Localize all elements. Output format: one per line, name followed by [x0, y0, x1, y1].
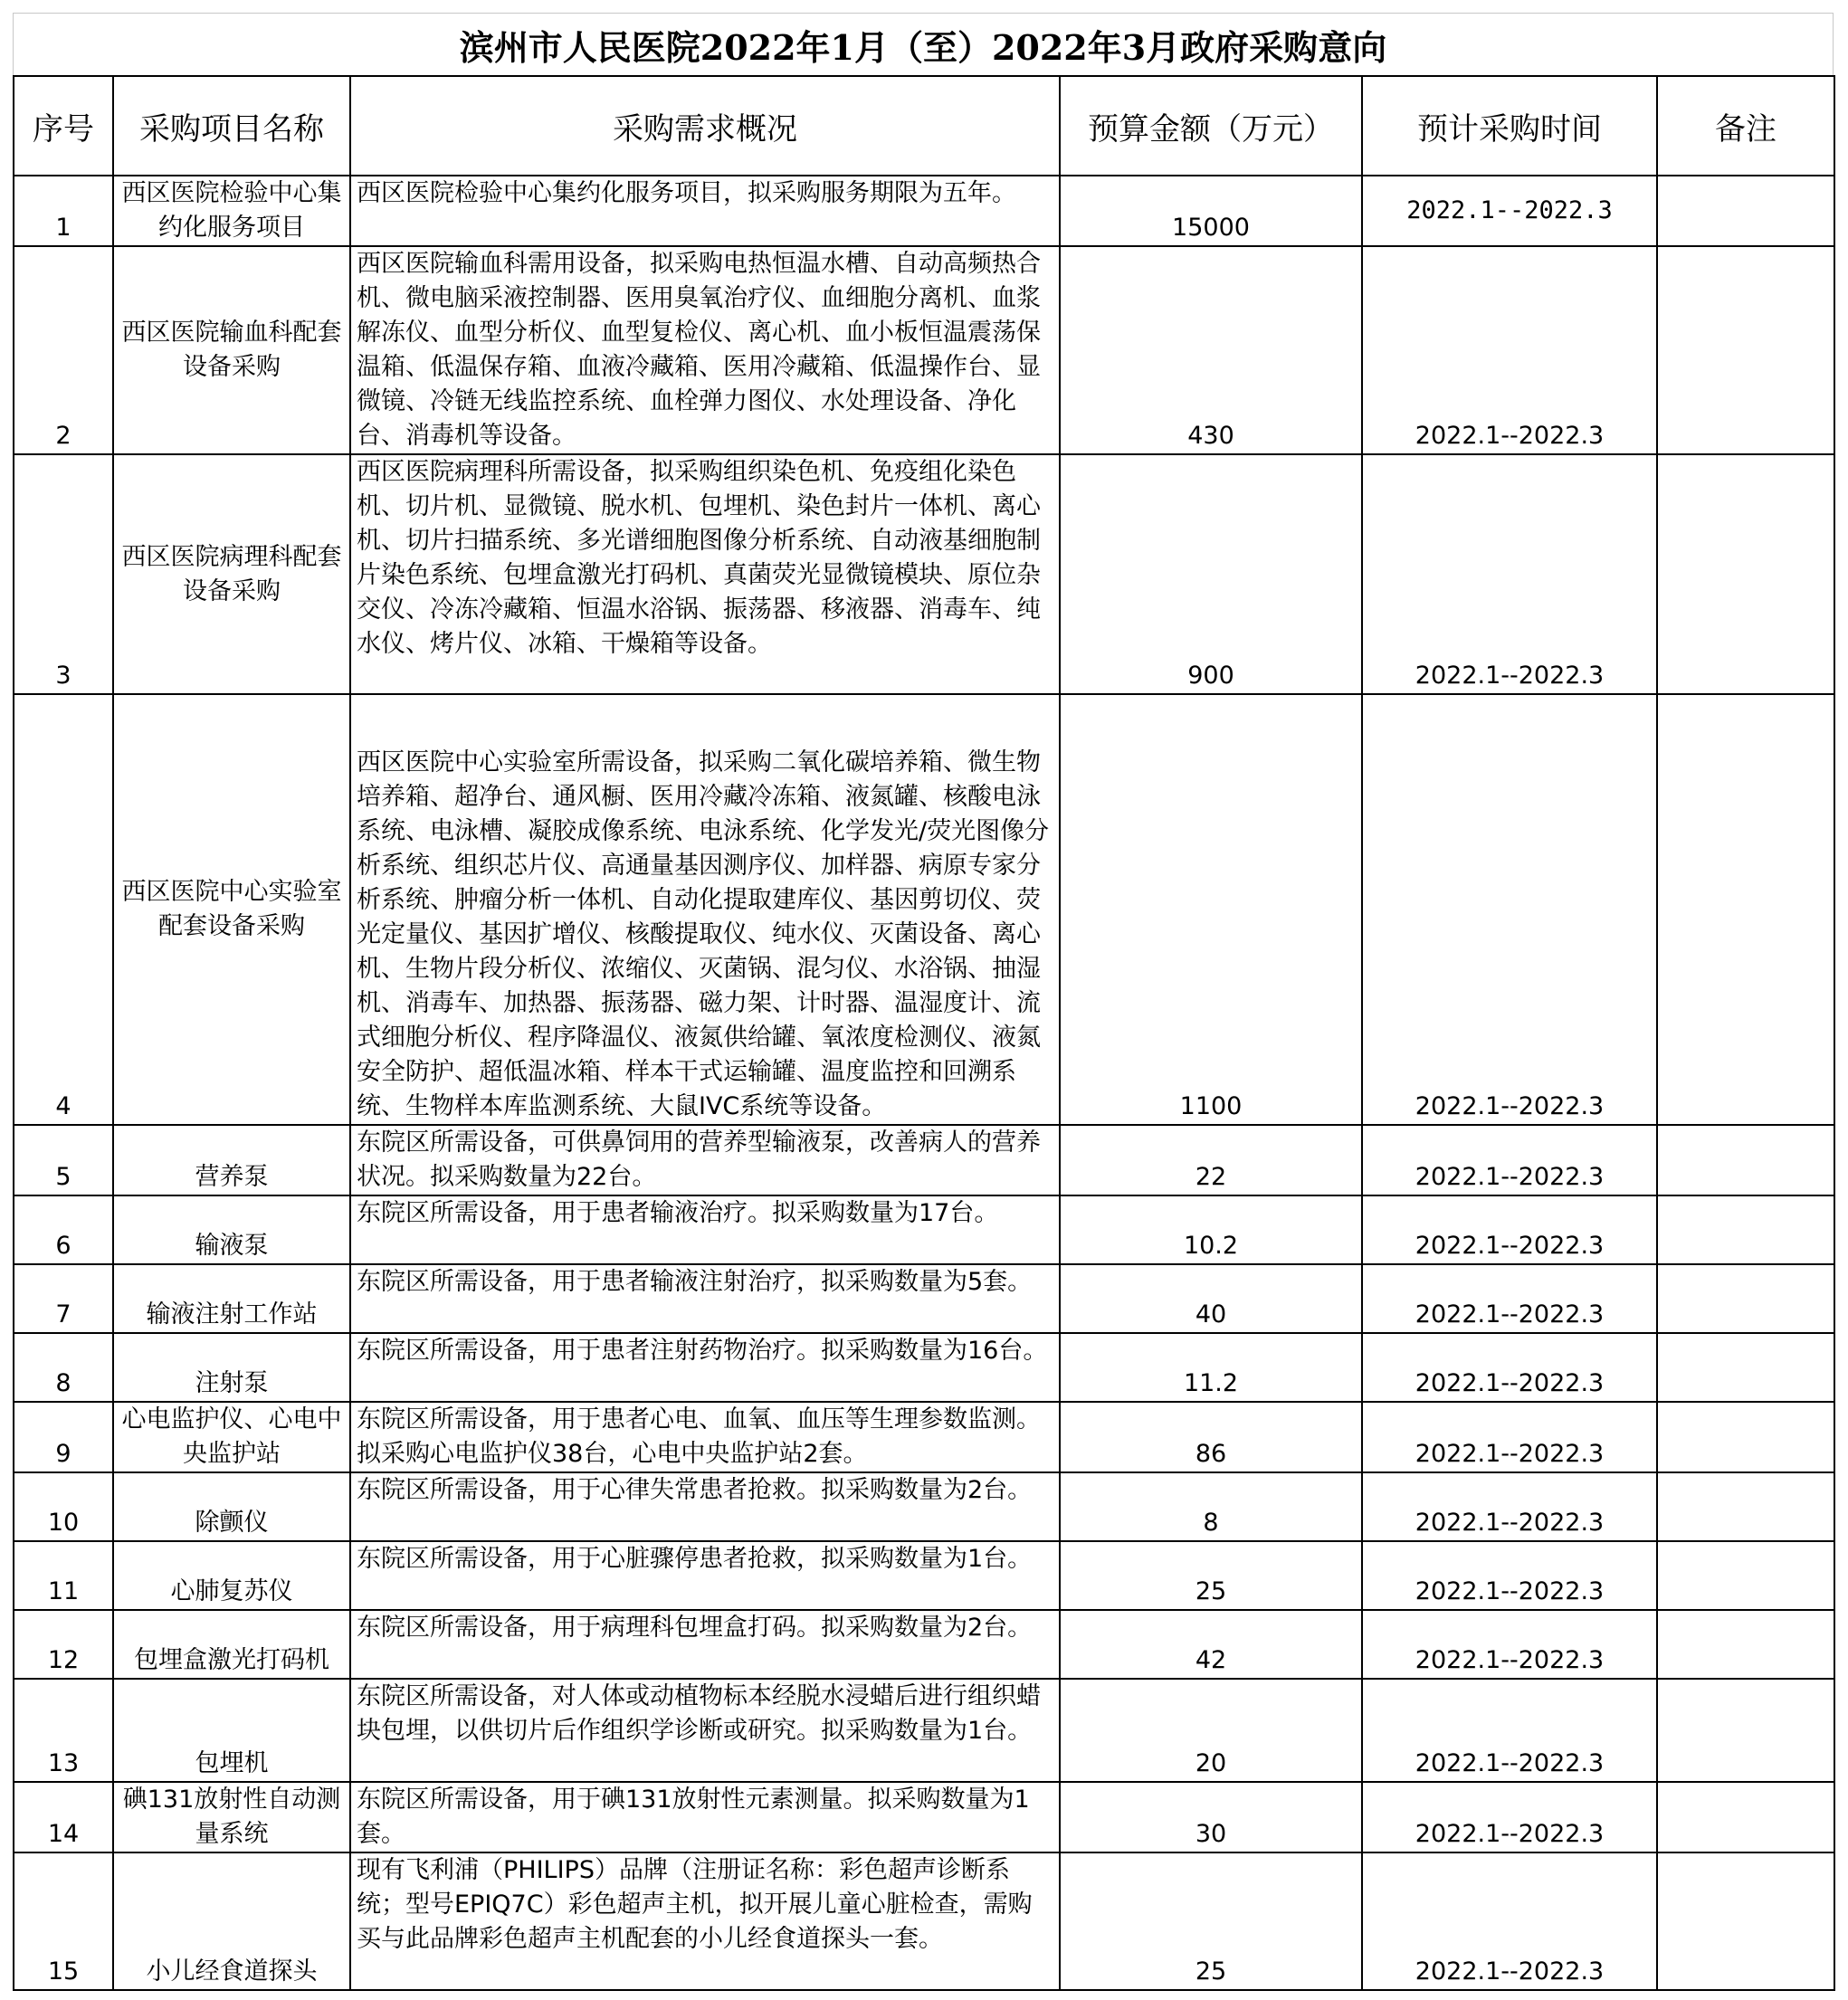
- cell-desc: 西区医院病理科所需设备，拟采购组织染色机、免疫组化染色机、切片机、显微镜、脱水机、包埋机、染色封片一体机、离心机、切片扫描系统、多光谱细胞图像分析系统、自动液基细胞制片染色系统、包埋盒激光打码机、真菌荧光显微镜模块、原位杂交仪、冷冻冷藏箱、恒温水浴锅、振荡器、移液器、消毒车、纯水仪、烤片仪、冰箱、干燥箱等设备。: [350, 454, 1060, 694]
- cell-budget: 8: [1060, 1472, 1362, 1541]
- cell-budget: 15000: [1060, 176, 1362, 246]
- cell-time: 2022.1--2022.3: [1362, 1610, 1657, 1679]
- cell-note: [1657, 176, 1834, 246]
- cell-desc: 东院区所需设备，用于碘131放射性元素测量。拟采购数量为1套。: [350, 1782, 1060, 1852]
- cell-budget: 10.2: [1060, 1195, 1362, 1264]
- cell-no: 1: [14, 176, 113, 246]
- cell-name: 心肺复苏仪: [113, 1541, 350, 1610]
- cell-desc: 东院区所需设备，用于心律失常患者抢救。拟采购数量为2台。: [350, 1472, 1060, 1541]
- cell-no: 5: [14, 1125, 113, 1195]
- cell-no: 15: [14, 1852, 113, 1990]
- cell-name: 西区医院输血科配套设备采购: [113, 246, 350, 454]
- cell-note: [1657, 694, 1834, 1125]
- cell-desc: 东院区所需设备，用于病理科包埋盒打码。拟采购数量为2台。: [350, 1610, 1060, 1679]
- header-budget: 预算金额（万元）: [1060, 76, 1362, 176]
- cell-name: 小儿经食道探头: [113, 1852, 350, 1990]
- cell-time: 2022.1--2022.3: [1362, 1402, 1657, 1472]
- table-row: [14, 176, 1834, 246]
- header-row: [14, 76, 1834, 176]
- table-row: [14, 1264, 1834, 1333]
- cell-name: 包埋盒激光打码机: [113, 1610, 350, 1679]
- cell-time: 2022.1--2022.3: [1362, 454, 1657, 694]
- cell-name: 包埋机: [113, 1679, 350, 1782]
- cell-name: 输液泵: [113, 1195, 350, 1264]
- table-row: [14, 1472, 1834, 1541]
- cell-desc: 东院区所需设备，用于心脏骤停患者抢救，拟采购数量为1台。: [350, 1541, 1060, 1610]
- cell-note: [1657, 1541, 1834, 1610]
- header-desc: 采购需求概况: [350, 76, 1060, 176]
- cell-note: [1657, 1852, 1834, 1990]
- cell-desc: 西区医院中心实验室所需设备，拟采购二氧化碳培养箱、微生物培养箱、超净台、通风橱、医用冷藏冷冻箱、液氮罐、核酸电泳系统、电泳槽、凝胶成像系统、电泳系统、化学发光/荧光图像分析系统、组织芯片仪、高通量基因测序仪、加样器、病原专家分析系统、肿瘤分析一体机、自动化提取建库仪、基因剪切仪、荧光定量仪、基因扩增仪、核酸提取仪、纯水仪、灭菌设备、离心机、生物片段分析仪、浓缩仪、灭菌锅、混匀仪、水浴锅、抽湿机、消毒车、加热器、振荡器、磁力架、计时器、温湿度计、流式细胞分析仪、程序降温仪、液氮供给罐、氧浓度检测仪、液氮安全防护、超低温冰箱、样本干式运输罐、温度监控和回溯系统、生物样本库监测系统、大鼠IVC系统等设备。: [350, 694, 1060, 1125]
- cell-name: 注射泵: [113, 1333, 350, 1402]
- header-time: 预计采购时间: [1362, 76, 1657, 176]
- cell-time: 2022.1--2022.3: [1362, 1264, 1657, 1333]
- table-row: [14, 1125, 1834, 1195]
- cell-budget: 1100: [1060, 694, 1362, 1125]
- cell-budget: 40: [1060, 1264, 1362, 1333]
- table-row: [14, 1679, 1834, 1782]
- cell-time: 2022.1--2022.3: [1362, 1333, 1657, 1402]
- cell-name: 营养泵: [113, 1125, 350, 1195]
- cell-note: [1657, 1333, 1834, 1402]
- cell-time: 2022.1--2022.3: [1362, 1852, 1657, 1990]
- cell-no: 13: [14, 1679, 113, 1782]
- cell-desc: 东院区所需设备，用于患者心电、血氧、血压等生理参数监测。拟采购心电监护仪38台，心电中央监护站2套。: [350, 1402, 1060, 1472]
- table-row: [14, 454, 1834, 694]
- cell-budget: 42: [1060, 1610, 1362, 1679]
- cell-name: 碘131放射性自动测量系统: [113, 1782, 350, 1852]
- cell-no: 2: [14, 246, 113, 454]
- cell-no: 12: [14, 1610, 113, 1679]
- cell-time: 2022.1--2022.3: [1362, 694, 1657, 1125]
- cell-name: 心电监护仪、心电中央监护站: [113, 1402, 350, 1472]
- cell-name: 除颤仪: [113, 1472, 350, 1541]
- cell-time: 2022.1--2022.3: [1362, 1782, 1657, 1852]
- page-title: 滨州市人民医院2022年1月（至）2022年3月政府采购意向: [13, 13, 1834, 75]
- cell-note: [1657, 1264, 1834, 1333]
- cell-desc: 东院区所需设备，用于患者输液注射治疗，拟采购数量为5套。: [350, 1264, 1060, 1333]
- cell-budget: 22: [1060, 1125, 1362, 1195]
- cell-time: 2022.1--2022.3: [1362, 1541, 1657, 1610]
- cell-note: [1657, 1782, 1834, 1852]
- cell-budget: 86: [1060, 1402, 1362, 1472]
- table-row: [14, 1782, 1834, 1852]
- cell-name: 输液注射工作站: [113, 1264, 350, 1333]
- cell-desc: 东院区所需设备，用于患者输液治疗。拟采购数量为17台。: [350, 1195, 1060, 1264]
- cell-name: 西区医院病理科配套设备采购: [113, 454, 350, 694]
- cell-note: [1657, 1472, 1834, 1541]
- cell-no: 3: [14, 454, 113, 694]
- cell-budget: 11.2: [1060, 1333, 1362, 1402]
- cell-desc: 现有飞利浦（PHILIPS）品牌（注册证名称：彩色超声诊断系统；型号EPIQ7C）彩色超声主机，拟开展儿童心脏检查，需购买与此品牌彩色超声主机配套的小儿经食道探头一套。: [350, 1852, 1060, 1990]
- cell-name: 西区医院检验中心集约化服务项目: [113, 176, 350, 246]
- cell-desc: 西区医院检验中心集约化服务项目，拟采购服务期限为五年。: [350, 176, 1060, 246]
- cell-no: 6: [14, 1195, 113, 1264]
- cell-budget: 900: [1060, 454, 1362, 694]
- cell-budget: 430: [1060, 246, 1362, 454]
- cell-no: 9: [14, 1402, 113, 1472]
- cell-no: 11: [14, 1541, 113, 1610]
- cell-no: 8: [14, 1333, 113, 1402]
- cell-time: 2022.1--2022.3: [1362, 1679, 1657, 1782]
- header-no: 序号: [14, 76, 113, 176]
- table-row: [14, 1610, 1834, 1679]
- table-row: [14, 1402, 1834, 1472]
- cell-desc: 西区医院输血科需用设备，拟采购电热恒温水槽、自动高频热合机、微电脑采液控制器、医用臭氧治疗仪、血细胞分离机、血浆解冻仪、血型分析仪、血型复检仪、离心机、血小板恒温震荡保温箱、低温保存箱、血液冷藏箱、医用冷藏箱、低温操作台、显微镜、冷链无线监控系统、血栓弹力图仪、水处理设备、净化台、消毒机等设备。: [350, 246, 1060, 454]
- cell-note: [1657, 1125, 1834, 1195]
- cell-budget: 20: [1060, 1679, 1362, 1782]
- cell-note: [1657, 1195, 1834, 1264]
- cell-no: 4: [14, 694, 113, 1125]
- cell-note: [1657, 246, 1834, 454]
- spreadsheet-sheet: [13, 13, 1834, 1991]
- table-row: [14, 694, 1834, 1125]
- cell-no: 14: [14, 1782, 113, 1852]
- header-note: 备注: [1657, 76, 1834, 176]
- procurement-table: [13, 75, 1835, 1991]
- cell-no: 7: [14, 1264, 113, 1333]
- cell-desc: 东院区所需设备，可供鼻饲用的营养型输液泵，改善病人的营养状况。拟采购数量为22台。: [350, 1125, 1060, 1195]
- table-row: [14, 1541, 1834, 1610]
- cell-note: [1657, 454, 1834, 694]
- cell-note: [1657, 1679, 1834, 1782]
- cell-name: 西区医院中心实验室配套设备采购: [113, 694, 350, 1125]
- cell-no: 10: [14, 1472, 113, 1541]
- table-row: [14, 1852, 1834, 1990]
- cell-note: [1657, 1610, 1834, 1679]
- cell-time: 2022.1--2022.3: [1362, 1195, 1657, 1264]
- cell-budget: 30: [1060, 1782, 1362, 1852]
- cell-time: 2022.1--2022.3: [1362, 1472, 1657, 1541]
- cell-note: [1657, 1402, 1834, 1472]
- table-row: [14, 1333, 1834, 1402]
- header-name: 采购项目名称: [113, 76, 350, 176]
- cell-time: 2022.1--2022.3: [1362, 1125, 1657, 1195]
- cell-budget: 25: [1060, 1541, 1362, 1610]
- cell-time: 2022.1--2022.3: [1362, 176, 1657, 246]
- table-row: [14, 1195, 1834, 1264]
- cell-desc: 东院区所需设备，对人体或动植物标本经脱水浸蜡后进行组织蜡块包埋，以供切片后作组织学诊断或研究。拟采购数量为1台。: [350, 1679, 1060, 1782]
- cell-budget: 25: [1060, 1852, 1362, 1990]
- table-row: [14, 246, 1834, 454]
- cell-desc: 东院区所需设备，用于患者注射药物治疗。拟采购数量为16台。: [350, 1333, 1060, 1402]
- cell-time: 2022.1--2022.3: [1362, 246, 1657, 454]
